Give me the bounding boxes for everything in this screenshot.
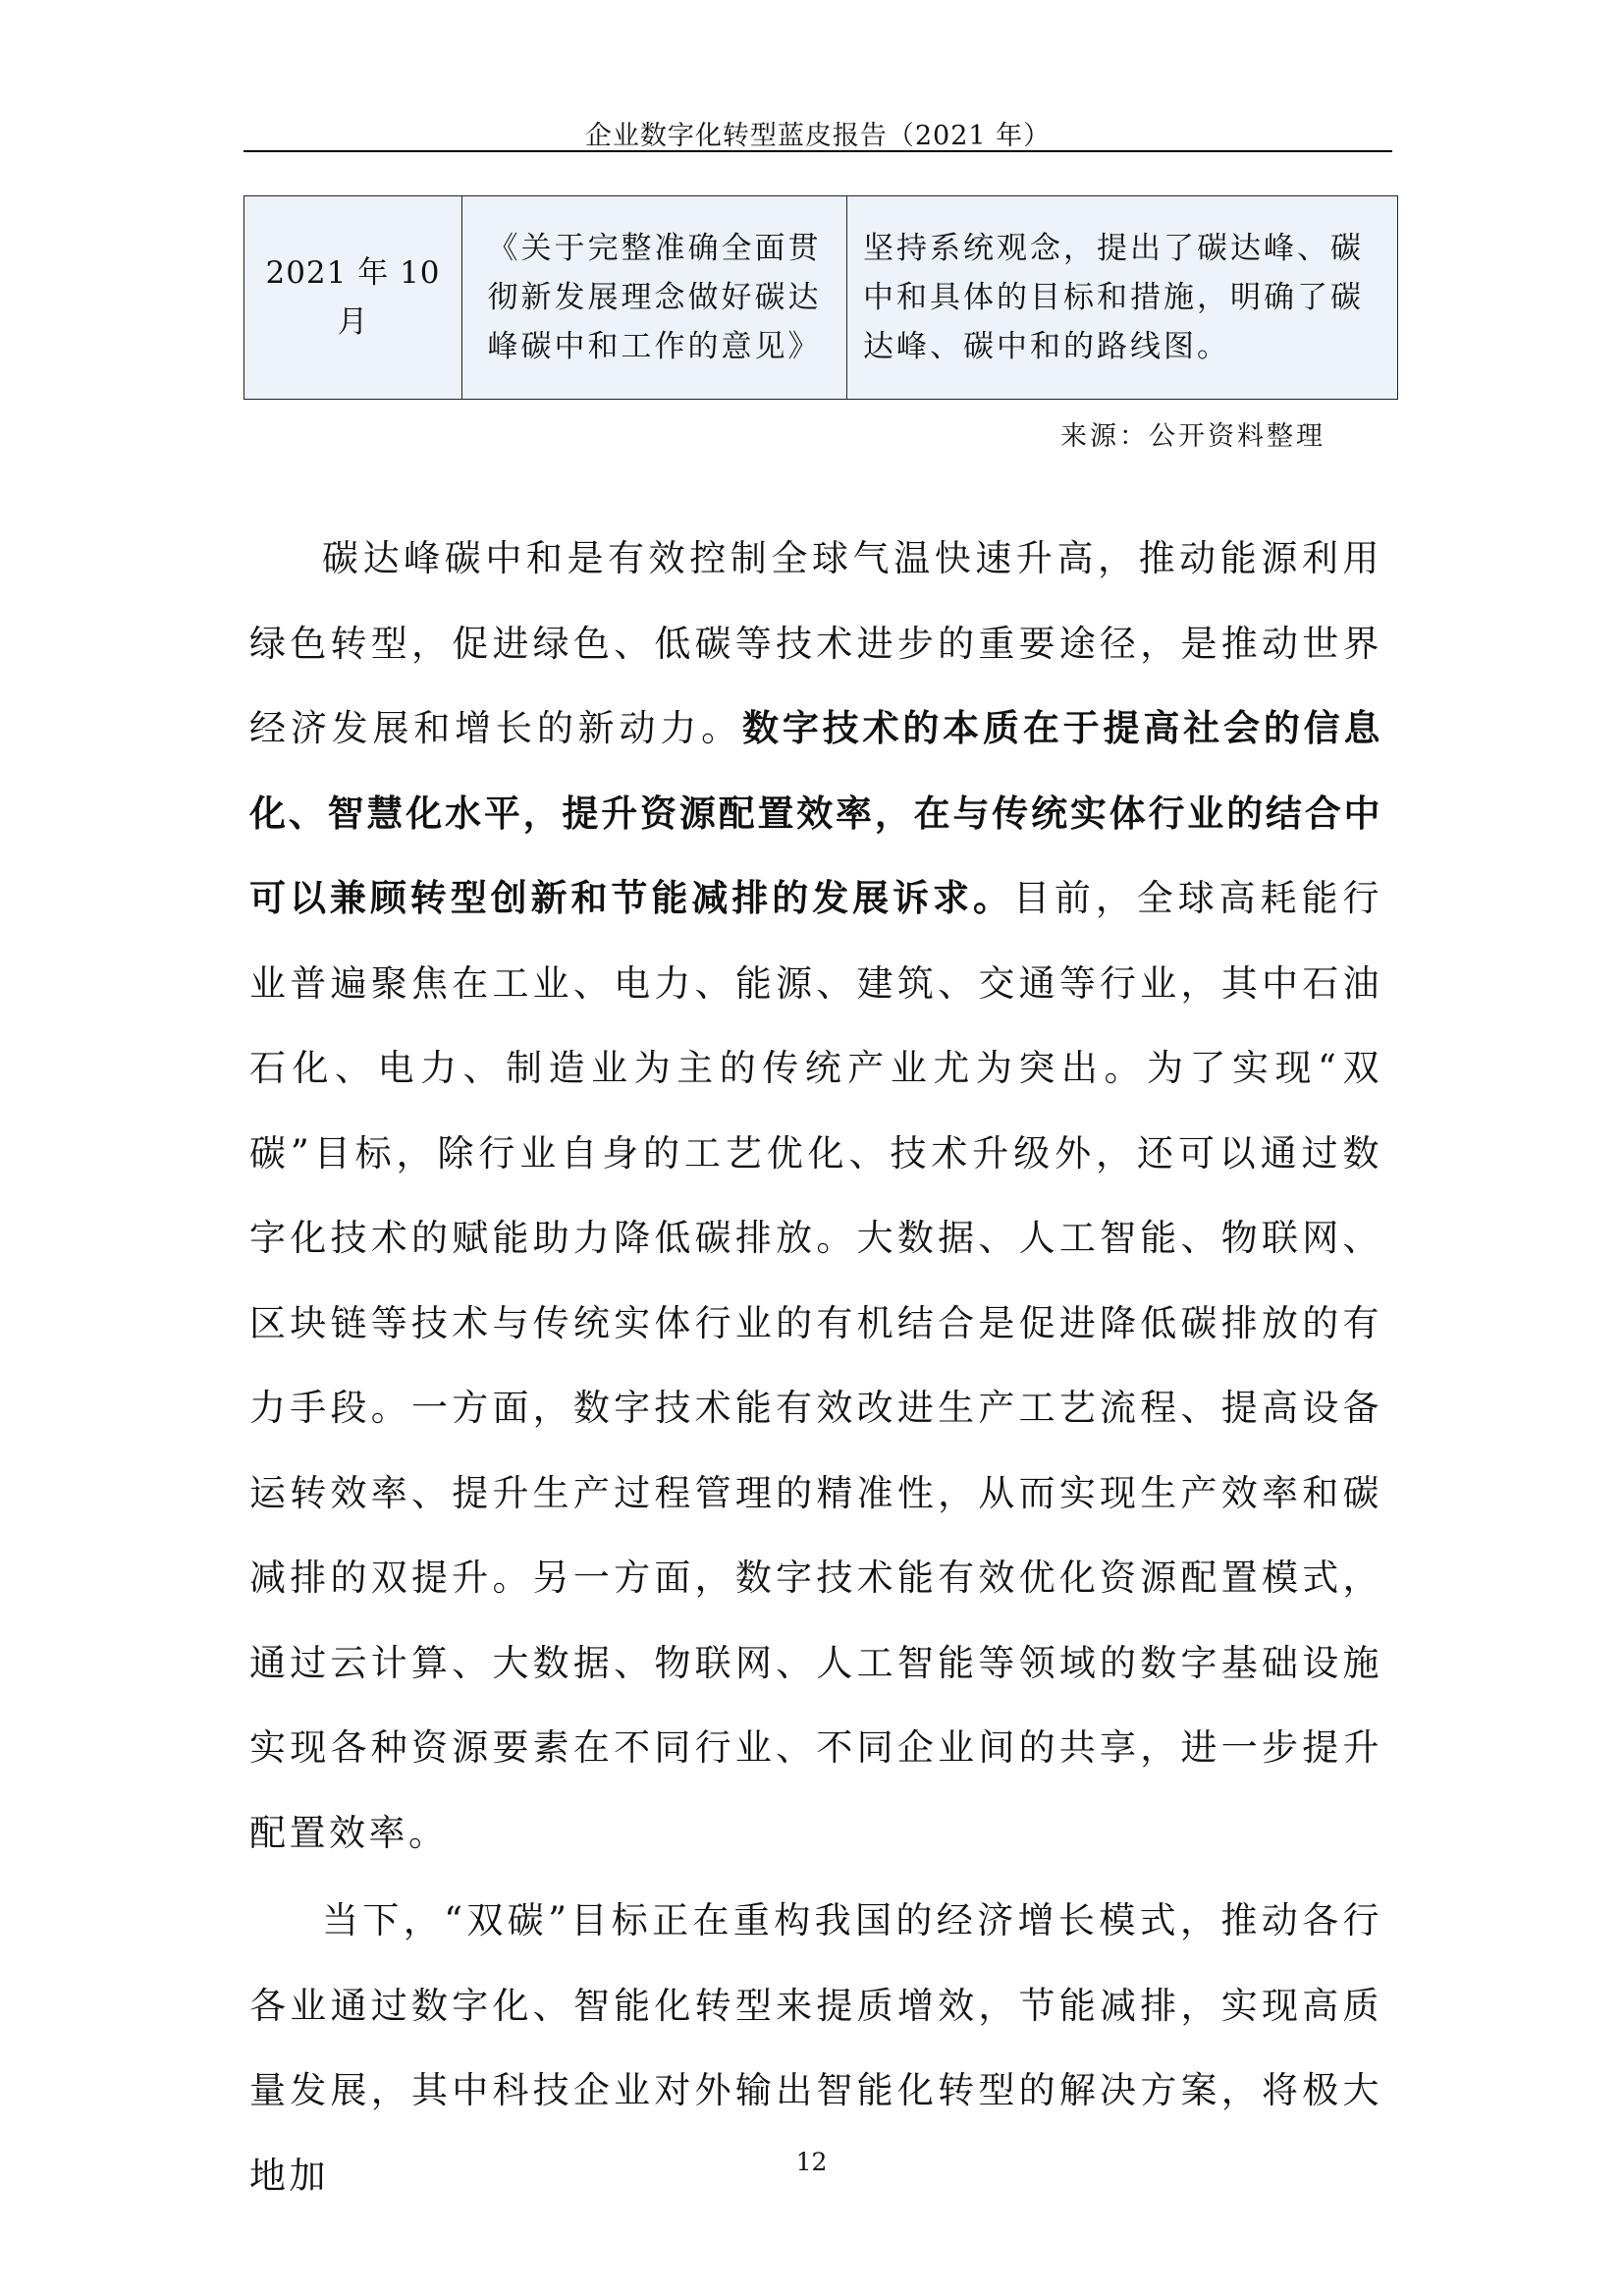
- policy-title: 《关于完整准确全面贯彻新发展理念做好碳达峰碳中和工作的意见》: [462, 196, 847, 400]
- header-divider: [243, 150, 1392, 152]
- paragraph-emphasis: 数字技术的本质在于提高社会的信息化、智慧化水平，提升资源配置效率，在与传统实体行业的结合中可以兼顾转型创新和节能减排的发展诉求。: [249, 707, 1382, 919]
- policy-description: 坚持系统观念，提出了碳达峰、碳中和具体的目标和措施，明确了碳达峰、碳中和的路线图。: [847, 196, 1398, 400]
- body-text: [249, 517, 1382, 2218]
- source-note: 来源：公开资料整理: [1060, 421, 1325, 452]
- table-row: [244, 196, 1398, 400]
- running-header: 企业数字化转型蓝皮报告（2021 年）: [584, 121, 1052, 151]
- policy-date: 2021 年 10 月: [244, 196, 462, 400]
- paragraph: 当下，“双碳”目标正在重构我国的经济增长模式，推动各行各业通过数字化、智能化转型来提质增效，节能减排，实现高质量发展，其中科技企业对外输出智能化转型的解决方案，将极大地加: [249, 1899, 1382, 2197]
- policy-table: [243, 195, 1398, 400]
- paragraph-rest: 目前，全球高耗能行业普遍聚焦在工业、电力、能源、建筑、交通等行业，其中石油石化、电力、制造业为主的传统产业尤为突出。为了实现“双碳”目标，除行业自身的工艺优化、技术升级外，还可以通过数字化技术的赋能助力降低碳排放。大数据、人工智能、物联网、区块链等技术与传统实体行业的有机结合是促进降低碳排放的有力手段。一方面，数字技术能有效改进生产工艺流程、提高设备运转效率、提升生产过程管理的精准性，从而实现生产效率和碳减排的双提升。另一方面，数字技术能有效优化资源配置模式，通过云计算、大数据、物联网、人工智能等领域的数字基础设施实现各种资源要素在不同行业、不同企业间的共享，进一步提升配置效率。: [249, 877, 1383, 1854]
- page-number: 12: [795, 2148, 828, 2176]
- paragraph: [249, 517, 1382, 1876]
- paragraph-intro: 碳达峰碳中和是有效控制全球气温快速升高，推动能源利用绿色转型，促进绿色、低碳等技术进步的重要途径，是推动世界经济发展和增长的新动力。: [249, 537, 1382, 749]
